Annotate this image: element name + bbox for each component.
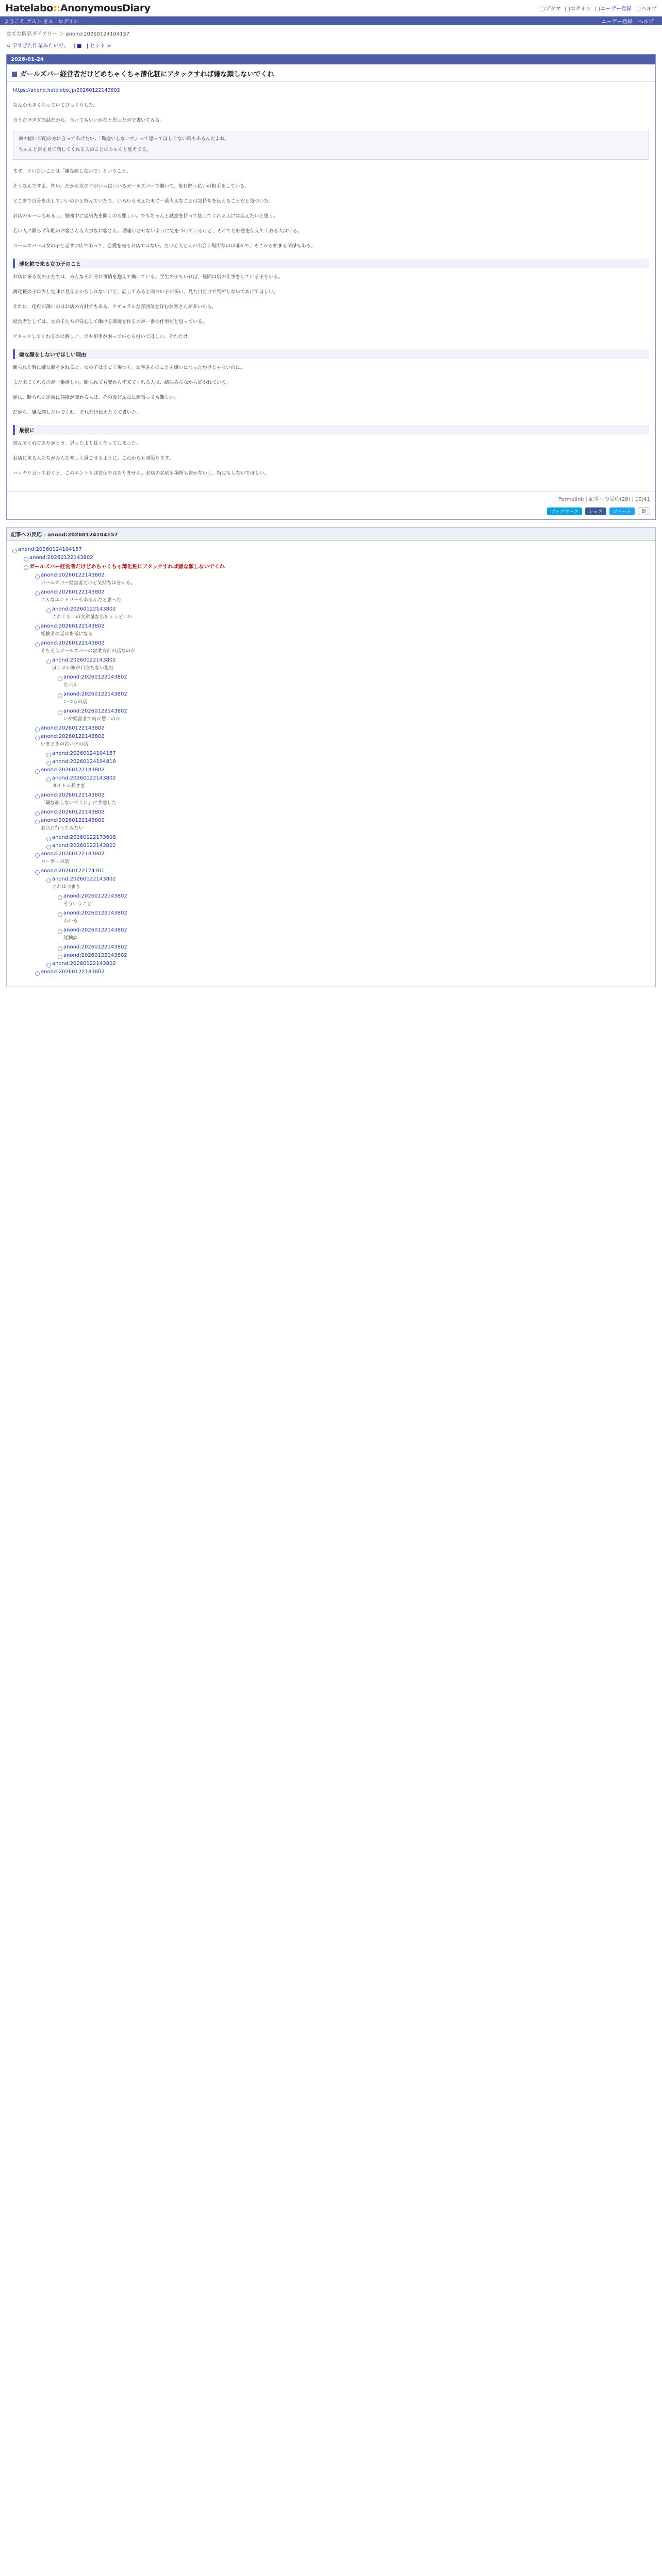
response-node <box>34 968 651 975</box>
response-excerpt: いや経営者で何が悪いのか <box>63 716 121 722</box>
response-link[interactable]: anond:20260122143802 <box>52 606 116 612</box>
section-paragraph: ハッキリ言っておくと、このエントリは宣伝ではありません。お店の名前も場所も書かないし、特定もしないでほしい。 <box>13 470 269 476</box>
response-excerpt: これくらいの文章量ならちょうどいい <box>52 614 133 620</box>
section-paragraph: 逆に、断られた途端に態度が変わる人は、その後どんなに頑張っても難しい。 <box>13 395 179 400</box>
pager-separator: | <box>73 43 75 49</box>
global-header <box>0 0 662 16</box>
response-node <box>45 875 651 891</box>
response-node <box>56 943 651 950</box>
header-links <box>540 4 657 12</box>
share-label: ブックマーク <box>551 510 578 515</box>
login-icon <box>565 7 570 11</box>
response-excerpt: そういうこと <box>63 901 92 907</box>
share-label: ツイート <box>613 510 632 515</box>
section-paragraph: また来てくれるのが一番嬉しい。断られても変わらず来てくれる人は、結局みんなから好かれている。 <box>13 380 231 385</box>
response-node <box>45 834 651 840</box>
response-link[interactable]: anond:20260122143802 <box>41 623 105 629</box>
response-excerpt: これはつまり <box>52 884 81 890</box>
response-link[interactable]: anond:20260122143802 <box>41 818 105 823</box>
response-tree-heading: 記事への反応 - anond:20260124104157 <box>7 528 655 541</box>
response-excerpt: 「嫌な顔しないでくれ」に共感した <box>41 800 117 806</box>
help-icon <box>636 7 640 11</box>
subbar-login-link[interactable]: ログイン <box>58 19 79 25</box>
diary-entry <box>6 54 656 520</box>
response-node <box>34 622 651 638</box>
response-link[interactable]: anond:20260122143802 <box>52 961 116 967</box>
header-link-bookmark[interactable] <box>540 4 561 12</box>
subbar-register-link[interactable]: ユーザー登録 <box>601 19 633 25</box>
header-link-label: ブクマ <box>545 6 561 12</box>
source-link-para <box>13 86 649 95</box>
section-paragraph: お店に来る人たちがみんな楽しく過ごせるように、これからも頑張ります。 <box>13 455 174 461</box>
response-link[interactable]: anond:20260122143802 <box>63 708 127 714</box>
response-link[interactable]: anond:20260122143802 <box>63 953 127 958</box>
response-node <box>45 605 651 621</box>
section-paragraph: アタックしてくれるのは嬉しい。でも相手が困っていたら引いてほしい。それだけ。 <box>13 334 193 340</box>
response-link[interactable]: anond:20260122143802 <box>41 792 105 798</box>
header-link-help[interactable] <box>636 4 657 12</box>
response-link[interactable]: anond:20260122143802 <box>41 969 105 975</box>
section-paragraph: 経営者としては、女の子たちが安心して働ける環境を作るのが一番の仕事だと思っている。 <box>13 319 207 325</box>
response-link[interactable]: anond:20260122143802 <box>52 843 116 849</box>
breadcrumb[interactable]: はてな匿名ダイアリー ＞ anond:20260124104157 <box>6 31 130 37</box>
entry-title[interactable] <box>7 64 655 82</box>
response-excerpt: 経験談 <box>63 935 78 941</box>
response-link[interactable]: anond:20260122143802 <box>41 589 105 595</box>
response-excerpt: わかる <box>63 918 78 924</box>
header-link-label: ヘルプ <box>641 6 657 12</box>
entry-pager <box>0 39 662 54</box>
entry-paragraph: ガールズバーは女の子と話すお店であって、恋愛を売るお店ではない。だけど人と人が出会う場所なのは確かで、そこから始まる関係もある。 <box>13 243 316 249</box>
title-square-icon <box>12 72 17 77</box>
response-node <box>34 817 651 832</box>
response-link[interactable]: anond:20260122143802 <box>41 734 105 739</box>
section-paragraph: お店に来る女の子たちは、みんなそれぞれ事情を抱えて働いている。学生の子もいれば、昼間は別の仕事をしている子もいる。 <box>13 274 283 280</box>
response-node <box>34 639 651 655</box>
section-heading: 嫌な顔をしないでほしい理由 <box>13 349 649 359</box>
response-excerpt: こんなエントリーもあるんだと思った <box>41 597 122 603</box>
bookmark-count-button[interactable] <box>638 507 650 515</box>
subbar-left <box>4 17 83 25</box>
entry-paragraph: そうなんですよ。怖い。だから女の子がいっぱいいるガールズバーで働いて、毎日酔っ払いの相手をしている。 <box>13 183 250 189</box>
logo-sub: AnonymousDiary <box>60 2 151 14</box>
response-link[interactable]: anond:20260122143802 <box>41 767 105 773</box>
response-link[interactable]: anond:20260122143802 <box>52 876 116 882</box>
next-entry-link[interactable]: ヒント > <box>90 43 111 49</box>
response-node <box>22 554 651 561</box>
response-link[interactable]: anond:20260122143802 <box>29 555 93 561</box>
subbar-right <box>602 17 658 25</box>
entry-footer[interactable]: Permalink | 記事への反応(28) | 10:41 <box>7 491 655 505</box>
response-link[interactable]: anond:20260122174701 <box>41 868 105 874</box>
response-excerpt: たぶん <box>63 682 78 688</box>
prev-entry-link[interactable]: < 早すぎた作業みたいで。 <box>6 43 69 49</box>
response-excerpt: そもそもガールズバーの営業方針の話なのか <box>41 648 136 654</box>
entry-paragraph: なんか大きくなっていてびっくりした。 <box>13 103 98 108</box>
response-node <box>34 588 651 604</box>
header-link-register[interactable] <box>595 4 632 12</box>
logo-sep: :: <box>53 2 60 14</box>
response-link[interactable]: anond:20260122173608 <box>52 835 116 840</box>
response-node <box>56 673 651 689</box>
response-node <box>56 909 651 925</box>
section-paragraph: 薄化粧の子は少し地味に見えるかもしれないけど、話してみると面白い子が多い。見た目だけで判断しないであげてほしい。 <box>13 289 278 295</box>
response-link[interactable]: anond:20260122143802 <box>63 910 127 916</box>
response-link[interactable]: anond:20260122143802 <box>63 691 127 697</box>
response-tree-body <box>7 541 655 987</box>
entry-title-text: ガールズバー経営者だけどめちゃくちゃ薄化粧にアタックすれば嫌な顔しないでくれ <box>20 71 274 78</box>
response-excerpt: ガールズバー経営者だけど気持ちは分かる。 <box>41 580 136 586</box>
response-excerpt: ほうれい線が目立たない化粧 <box>52 665 114 671</box>
entry-paragraph: どこまで自分を出していいのかと悩んでいたり、いろいろ考えた末に一番大切なことは気持ちを伝えることだと気づいた。 <box>13 198 274 204</box>
response-link[interactable]: anond:20260122143802 <box>41 809 105 815</box>
response-excerpt: 経験者の話は参考になる <box>41 631 93 637</box>
share-buttons <box>7 505 655 519</box>
response-node <box>34 766 651 773</box>
logo-main: Hatelabo <box>5 2 53 14</box>
response-link[interactable]: anond:20260122143802 <box>41 851 105 857</box>
response-node <box>11 546 651 552</box>
response-link[interactable]: anond:20260122143802 <box>52 657 116 663</box>
entry-body <box>7 82 655 491</box>
response-node <box>34 791 651 807</box>
section-heading: 最後に <box>13 425 649 435</box>
section-paragraph: それに、化粧が薄いのはお店の方針でもある。ナチュラルな雰囲気を好むお客さんが多いから。 <box>13 304 217 310</box>
user-icon <box>595 7 600 11</box>
site-logo[interactable] <box>5 3 151 14</box>
sub-navigation <box>0 16 662 25</box>
response-link[interactable]: anond:20260122143802 <box>41 725 105 731</box>
response-link[interactable]: ガールズバー経営者だけどめちゃくちゃ薄化粧にアタックすれば嫌な顔しないでくれ <box>29 564 225 570</box>
response-link[interactable]: anond:20260122143802 <box>41 572 105 578</box>
response-link[interactable]: anond:20260122143802 <box>63 944 127 950</box>
response-node <box>56 707 651 723</box>
facebook-share-button[interactable] <box>585 507 606 515</box>
top-link[interactable]: ■ <box>77 43 82 49</box>
response-link[interactable]: anond:20260122143802 <box>63 893 127 899</box>
section-heading: 薄化粧で来る女の子のこと <box>13 259 649 268</box>
entry-paragraph: 若い人に限らず年配のお客さんも大事なお客さん。勘違いさせないように気をつけているけど、それでも好意を伝えてくれる人はいる。 <box>13 228 302 234</box>
header-link-label: ログイン <box>570 6 591 12</box>
section-paragraph: だから、嫌な顔しないでくれ。それだけ伝えたくて書いた。 <box>13 410 141 415</box>
response-node <box>56 926 651 942</box>
response-link[interactable]: anond:20260122143802 <box>63 927 127 933</box>
welcome-text: ようこそ ゲスト さん <box>4 19 54 25</box>
response-node <box>56 892 651 908</box>
response-node <box>34 808 651 815</box>
bookmark-icon <box>540 7 544 11</box>
response-node <box>34 571 651 587</box>
response-node <box>45 960 651 967</box>
response-link[interactable]: anond:20260124104818 <box>52 759 116 765</box>
source-link[interactable]: https://anond.hatelabo.jp/20260122143802 <box>13 88 120 93</box>
share-label: シェア <box>588 510 603 515</box>
tweet-button[interactable] <box>609 507 635 515</box>
response-node <box>34 850 651 866</box>
response-node <box>45 774 651 790</box>
entry-date: 2026-01-24 <box>7 55 655 64</box>
response-excerpt: お店に行ってみたい <box>41 825 84 831</box>
response-node <box>56 690 651 706</box>
quote-line: 頭の固い年配の方に言ってあげたい。「勘違いしないで」って思ってほしくない時もあるんだよね。 <box>19 136 229 142</box>
response-node <box>34 733 651 748</box>
response-link[interactable]: anond:20260122143802 <box>52 775 116 781</box>
pager-separator: | <box>86 43 89 49</box>
response-node <box>34 867 651 874</box>
hatena-bookmark-button[interactable] <box>547 507 582 515</box>
section-paragraph: 読んでくれてありがとう。思ったより長くなってしまった。 <box>13 440 141 446</box>
response-link[interactable]: anond:20260122143802 <box>41 640 105 646</box>
response-tree <box>6 527 656 987</box>
section-paragraph: 断られた時に嫌な顔をされると、女の子はすごく傷つく。お客さんのことを嫌いになったわけじゃないのに。 <box>13 365 245 370</box>
response-link[interactable]: anond:20260124104157 <box>18 547 82 552</box>
response-link[interactable]: anond:20260122143802 <box>63 674 127 680</box>
quote-line: ちゃんと目を見て話してくれる人のことはちゃんと覚えてる。 <box>19 147 152 152</box>
response-node <box>45 842 651 849</box>
response-excerpt: バーガーの話 <box>41 859 69 865</box>
entry-paragraph: お店のルールもあるし、勤務中に連絡先を聞くのも難しい。でもちゃんと誠意を持って接してくれる人には応えたいと思う。 <box>13 213 278 219</box>
subbar-help-link[interactable]: ヘルプ <box>638 19 654 25</box>
header-link-login[interactable] <box>565 4 591 12</box>
response-node <box>56 952 651 958</box>
header-link-label: ユーザー登録 <box>601 6 632 12</box>
response-node <box>34 724 651 731</box>
response-excerpt: いまどきの若い子の話 <box>41 741 88 747</box>
response-node <box>45 750 651 756</box>
response-excerpt: いつもの話 <box>63 699 87 705</box>
response-node <box>45 758 651 765</box>
entry-paragraph: まず、言いたいことは「嫌な顔しないで」ということ。 <box>13 168 131 174</box>
entry-quote <box>13 131 649 160</box>
response-excerpt: タイトル長すぎ <box>52 783 86 789</box>
entry-paragraph: 言うだけタダの話だから、言ってもいいかなと思ったので書いてみる。 <box>13 117 164 123</box>
response-node <box>45 656 651 672</box>
response-link[interactable]: anond:20260124104157 <box>52 751 116 756</box>
response-node <box>22 562 651 570</box>
share-label: B! <box>641 509 647 514</box>
